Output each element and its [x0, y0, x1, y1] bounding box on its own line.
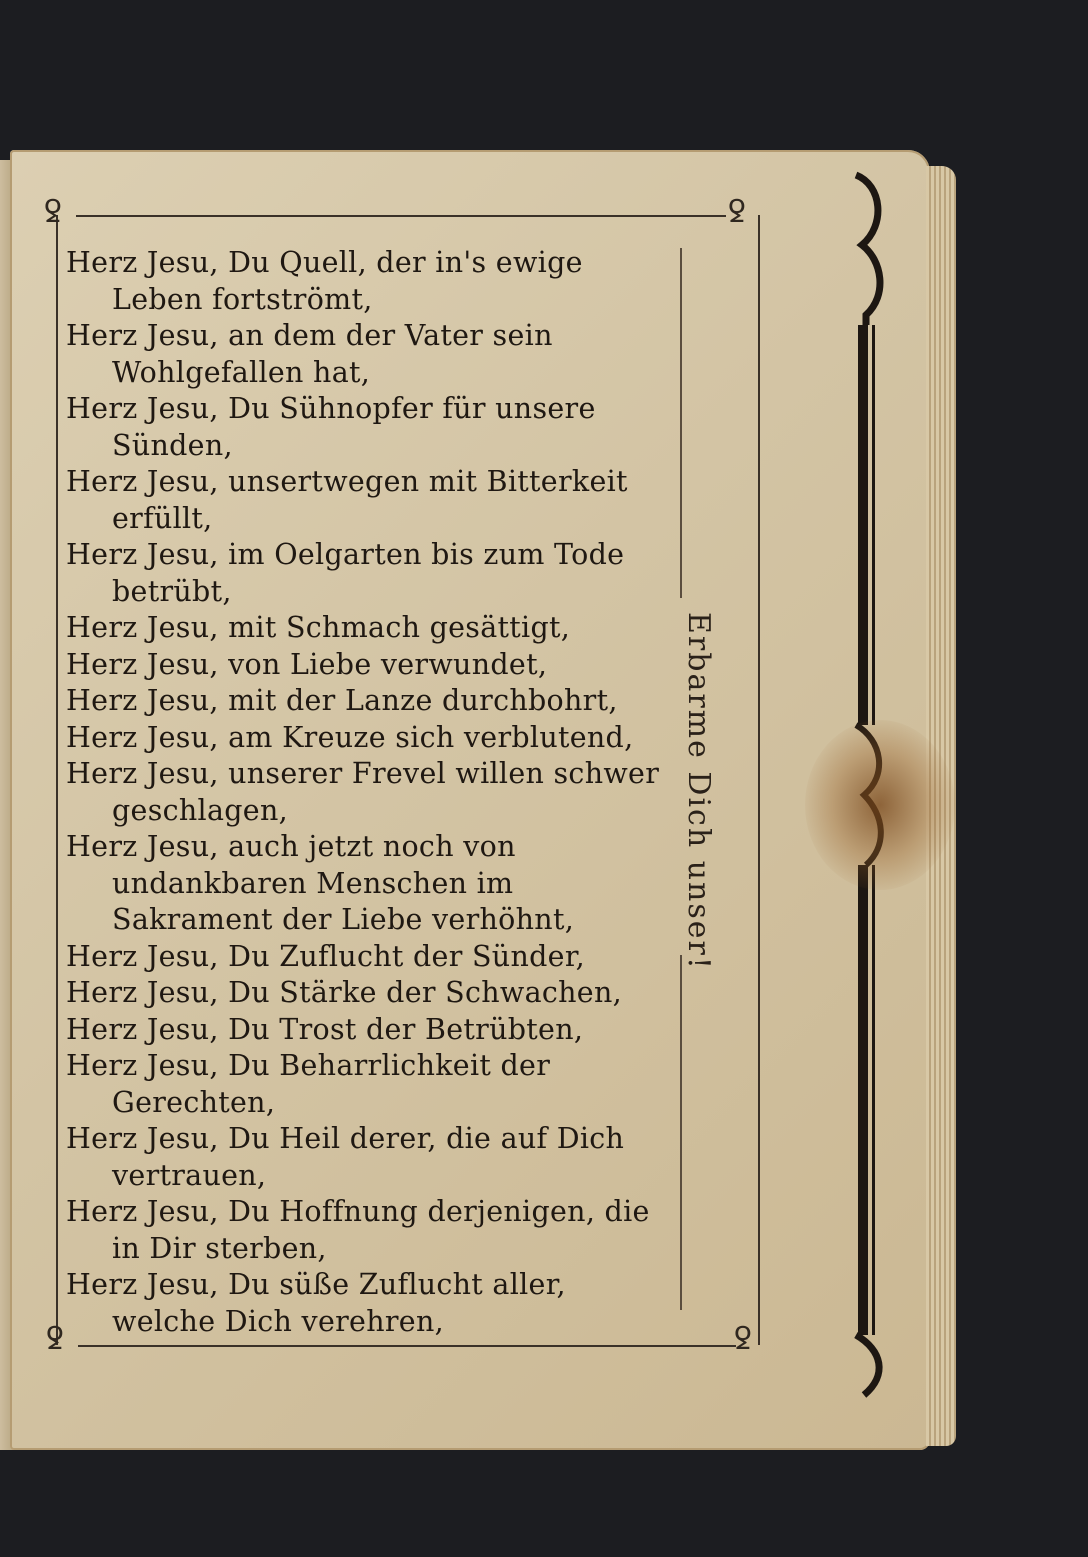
corner-ornament-top-left: ꝿ: [44, 195, 62, 230]
bottom-rule: [78, 1345, 736, 1347]
top-rule: [76, 215, 726, 217]
litany-line: Herz Jesu, Du Hoffnung derjenigen, die in Dir sterben,: [66, 1195, 650, 1265]
litany-line: Herz Jesu, unsertwegen mit Bitterkeit erfüllt,: [66, 465, 628, 535]
litany-line: Herz Jesu, Du Zuflucht der Sünder,: [66, 939, 585, 973]
litany-line: Herz Jesu, mit Schmach gesättigt,: [66, 611, 571, 644]
litany-list: [66, 245, 676, 1340]
litany-line: Herz Jesu, im Oelgarten bis zum Tode betrübt,: [66, 538, 625, 608]
litany-line: Herz Jesu, Du Heil derer, die auf Dich vertrauen,: [66, 1122, 625, 1192]
litany-line: Herz Jesu, Du Beharrlichkeit der Gerechten,: [66, 1049, 551, 1119]
litany-line: Herz Jesu, mit der Lanze durchbohrt,: [66, 684, 618, 717]
corner-ornament-bottom-left: ꝿ: [46, 1322, 64, 1357]
litany-line: Herz Jesu, Du Stärke der Schwachen,: [66, 976, 622, 1009]
litany-line: Herz Jesu, an dem der Vater sein Wohlgefallen hat,: [66, 319, 553, 389]
litany-line: Herz Jesu, Du Quell, der in's ewige Leben fortströmt,: [66, 246, 583, 316]
litany-line: Herz Jesu, Du Sühnopfer für unsere Sünden,: [66, 392, 596, 462]
response-bracket-line-upper: [680, 248, 692, 598]
corner-ornament-bottom-right: ꝿ: [734, 1322, 752, 1357]
litany-line: Herz Jesu, von Liebe verwundet,: [66, 647, 548, 681]
litany-line: Herz Jesu, am Kreuze sich verblutend,: [66, 720, 634, 754]
response-bracket-line-lower: [680, 955, 692, 1310]
litany-line: Herz Jesu, Du Trost der Betrübten,: [66, 1012, 584, 1046]
stain: [805, 720, 955, 890]
litany-line: Herz Jesu, Du süße Zuflucht aller, welche Dich verehren,: [66, 1268, 566, 1338]
corner-ornament-top-right: ꝿ: [728, 195, 746, 230]
litany-line: Herz Jesu, auch jetzt noch von undankbaren Menschen im Sakrament der Liebe verhöhnt,: [66, 830, 575, 936]
response-text: Erbarme Dich unser!: [681, 612, 716, 971]
litany-line: Herz Jesu, unserer Frevel willen schwer geschlagen,: [66, 757, 660, 827]
